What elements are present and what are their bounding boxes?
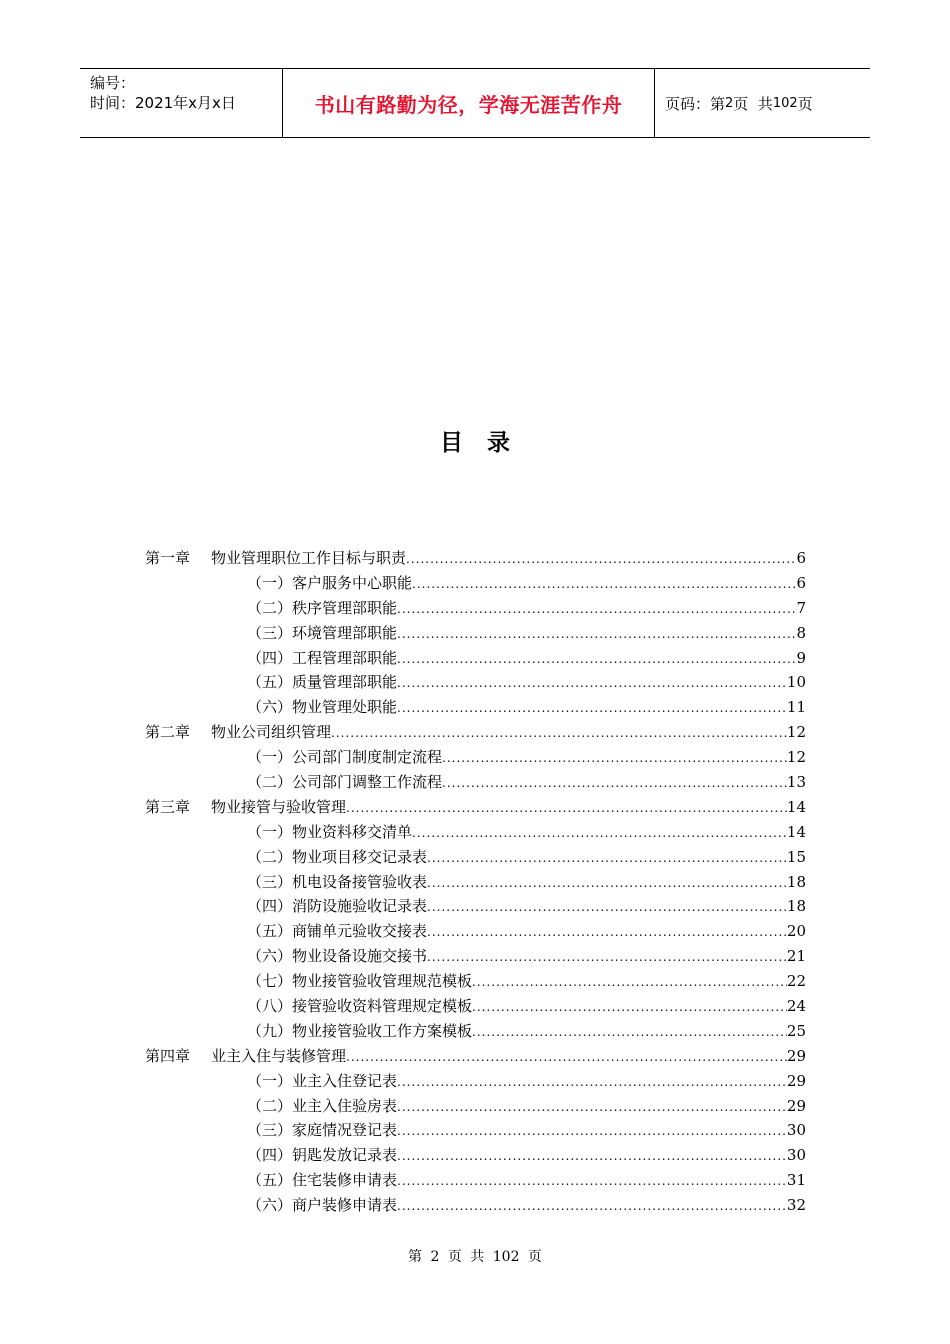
toc-section-entry[interactable]: [145, 770, 806, 795]
toc-leader-dots: [472, 995, 787, 1020]
toc-section-entry[interactable]: [145, 1019, 806, 1044]
toc-entry-title: （三）环境管理部职能: [247, 623, 398, 642]
toc-chapter-entry[interactable]: [145, 546, 806, 571]
toc-section-entry[interactable]: [145, 820, 806, 845]
toc-section-entry[interactable]: [145, 571, 806, 596]
toc-entry-label: [247, 1118, 397, 1143]
page-current: 2: [725, 95, 734, 111]
toc-entry-label: [247, 919, 427, 944]
toc-leader-dots: [397, 696, 787, 721]
toc-page-number: 6: [796, 549, 806, 567]
toc-leader-dots: [427, 895, 787, 920]
toc-entry-label: [247, 820, 412, 845]
toc-leader-dots: [331, 721, 787, 746]
toc-page-number: 20: [786, 922, 806, 941]
toc-page-number: 32: [786, 1196, 806, 1215]
toc-page-number: 12: [786, 723, 806, 742]
toc-entry-label: [247, 1019, 472, 1044]
toc-leader-dots: [397, 1144, 787, 1169]
toc-title: 目录: [440, 430, 534, 456]
toc-entry-label: [247, 845, 427, 870]
toc-entry-label: [247, 621, 397, 646]
toc-entry-label: [247, 894, 427, 919]
toc-entry-title: （二）业主入住验房表: [247, 1096, 398, 1115]
toc-chapter-number: 第一章: [145, 549, 191, 567]
toc-page-number: 7: [796, 598, 806, 617]
page-prefix: 页码：第: [665, 94, 726, 113]
page-total: 102: [772, 95, 798, 111]
toc-entry-label: [145, 795, 346, 820]
toc-leader-dots: [397, 1169, 787, 1194]
toc-section-entry[interactable]: [145, 1094, 806, 1119]
toc-chapter-number: 第三章: [145, 797, 191, 816]
toc-entry-title: （二）公司部门调整工作流程: [247, 773, 443, 792]
toc-leader-dots: [427, 945, 787, 970]
toc-page-number: 18: [786, 872, 806, 891]
toc-entry-label: [247, 870, 427, 895]
toc-section-entry[interactable]: [145, 1069, 806, 1094]
toc-entry-label: [247, 1069, 397, 1094]
toc-page-number: 14: [786, 797, 806, 816]
toc-page-number: 6: [796, 573, 806, 592]
toc-leader-dots: [397, 647, 796, 672]
toc-entry-label: [247, 1143, 397, 1168]
toc-entry-label: [247, 646, 397, 671]
toc-leader-dots: [397, 1070, 787, 1095]
toc-entry-title: 物业公司组织管理: [211, 723, 332, 742]
toc-leader-dots: [472, 1020, 787, 1045]
toc-entry-label: [247, 770, 442, 795]
toc-entry-title: （二）秩序管理部职能: [247, 598, 398, 617]
toc-entry-title: （四）工程管理部职能: [247, 648, 398, 667]
toc-entry-label: [247, 994, 472, 1019]
header-page-info: [655, 69, 870, 137]
toc-leader-dots: [397, 1119, 787, 1144]
toc-entry-label: [247, 1094, 397, 1119]
toc-entry-title: （五）商铺单元验收交接表: [247, 922, 428, 941]
page-footer: 第 2 页 共 102 页: [408, 1249, 542, 1265]
toc-section-entry[interactable]: [145, 1193, 806, 1218]
toc-leader-dots: [397, 671, 787, 696]
toc-leader-dots: [442, 771, 787, 796]
toc-section-entry[interactable]: [145, 1168, 806, 1193]
toc-section-entry[interactable]: [145, 969, 806, 994]
toc-entry-title: 业主入住与装修管理: [211, 1046, 347, 1065]
toc-section-entry[interactable]: [145, 596, 806, 621]
toc-entry-label: [247, 596, 397, 621]
toc-page-number: 11: [786, 698, 806, 717]
toc-section-entry[interactable]: [145, 621, 806, 646]
time-label: 时间：2021年x月x日: [90, 94, 236, 112]
toc-section-entry[interactable]: [145, 894, 806, 919]
toc-page-number: 24: [786, 997, 806, 1016]
toc-page-number: 29: [786, 1096, 806, 1115]
toc-entry-title: （三）机电设备接管验收表: [247, 872, 428, 891]
toc-entry-title: （一）物业资料移交清单: [247, 822, 413, 841]
toc-leader-dots: [427, 871, 787, 896]
header-motto: 书山有路勤为径，学海无涯苦作舟: [282, 69, 655, 137]
toc-page-number: 29: [786, 1071, 806, 1090]
toc-section-entry[interactable]: [145, 670, 806, 695]
toc-entry-title: （五）质量管理部职能: [247, 673, 398, 692]
page-header: [80, 68, 870, 138]
toc-leader-dots: [442, 746, 787, 771]
toc-entry-label: [247, 670, 397, 695]
toc-page-number: 30: [786, 1121, 806, 1140]
toc-leader-dots: [346, 796, 787, 821]
toc-leader-dots: [397, 1194, 787, 1219]
toc-page-number: 13: [786, 773, 806, 792]
toc-page-number: 14: [786, 822, 806, 841]
toc-section-entry[interactable]: [145, 944, 806, 969]
toc-section-entry[interactable]: [145, 1143, 806, 1168]
toc-leader-dots: [427, 846, 787, 871]
page-suffix: 页: [797, 94, 813, 113]
toc-leader-dots: [397, 597, 796, 622]
toc-entry-label: [247, 1168, 397, 1193]
toc-entry-title: 物业接管与验收管理: [211, 797, 347, 816]
toc-entry-title: （七）物业接管验收管理规范模板: [247, 972, 473, 991]
toc-section-entry[interactable]: [145, 1118, 806, 1143]
toc-entry-title: （一）客户服务中心职能: [247, 573, 413, 592]
toc-entry-title: （一）公司部门制度制定流程: [247, 748, 443, 767]
toc-page-number: 25: [786, 1021, 806, 1040]
toc-entry-label: [247, 944, 427, 969]
toc-entry-label: [247, 1193, 397, 1218]
toc-leader-dots: [472, 970, 787, 995]
toc-section-entry[interactable]: [145, 646, 806, 671]
toc-entry-label: [247, 695, 397, 720]
toc-section-entry[interactable]: [145, 845, 806, 870]
table-of-contents: [145, 546, 806, 1218]
toc-chapter-number: 第二章: [145, 723, 191, 742]
toc-entry-title: （一）业主入住登记表: [247, 1071, 398, 1090]
toc-entry-label: [247, 745, 442, 770]
toc-page-number: 12: [786, 748, 806, 767]
toc-entry-label: [145, 720, 331, 745]
page-mid: 页 共: [733, 94, 773, 113]
toc-leader-dots: [397, 622, 796, 647]
toc-entry-label: [145, 546, 406, 571]
toc-entry-title: 物业管理职位工作目标与职责: [211, 549, 407, 567]
toc-page-number: 10: [786, 673, 806, 692]
toc-page-number: 9: [796, 648, 806, 667]
toc-chapter-entry[interactable]: [145, 795, 806, 820]
toc-entry-title: （四）消防设施验收记录表: [247, 897, 428, 916]
toc-entry-title: （三）家庭情况登记表: [247, 1121, 398, 1140]
toc-entry-title: （五）住宅装修申请表: [247, 1171, 398, 1190]
toc-leader-dots: [406, 547, 796, 572]
toc-page-number: 22: [786, 972, 806, 991]
header-meta: [80, 69, 282, 137]
toc-leader-dots: [427, 920, 787, 945]
toc-entry-title: （六）商户装修申请表: [247, 1196, 398, 1215]
toc-leader-dots: [412, 821, 787, 846]
toc-entry-title: （八）接管验收资料管理规定模板: [247, 997, 473, 1016]
toc-leader-dots: [346, 1045, 787, 1070]
toc-page-number: 21: [786, 947, 806, 966]
toc-chapter-entry[interactable]: [145, 720, 806, 745]
toc-leader-dots: [397, 1095, 787, 1120]
toc-page-number: 30: [786, 1146, 806, 1165]
toc-section-entry[interactable]: [145, 919, 806, 944]
toc-entry-title: （二）物业项目移交记录表: [247, 847, 428, 866]
toc-leader-dots: [412, 572, 796, 597]
toc-page-number: 8: [796, 623, 806, 642]
number-label: 编号：: [90, 74, 136, 92]
toc-chapter-number: 第四章: [145, 1046, 191, 1065]
toc-entry-title: （六）物业设备设施交接书: [247, 947, 428, 966]
toc-entry-label: [247, 571, 412, 596]
toc-section-entry[interactable]: [145, 745, 806, 770]
toc-chapter-entry[interactable]: [145, 1044, 806, 1069]
toc-entry-title: （六）物业管理处职能: [247, 698, 398, 717]
toc-section-entry[interactable]: [145, 994, 806, 1019]
toc-entry-title: （九）物业接管验收工作方案模板: [247, 1021, 473, 1040]
toc-section-entry[interactable]: [145, 870, 806, 895]
toc-page-number: 18: [786, 897, 806, 916]
toc-entry-label: [145, 1044, 346, 1069]
toc-entry-label: [247, 969, 472, 994]
toc-entry-title: （四）钥匙发放记录表: [247, 1146, 398, 1165]
toc-page-number: 31: [786, 1171, 806, 1190]
toc-section-entry[interactable]: [145, 695, 806, 720]
toc-page-number: 15: [786, 847, 806, 866]
toc-page-number: 29: [786, 1046, 806, 1065]
